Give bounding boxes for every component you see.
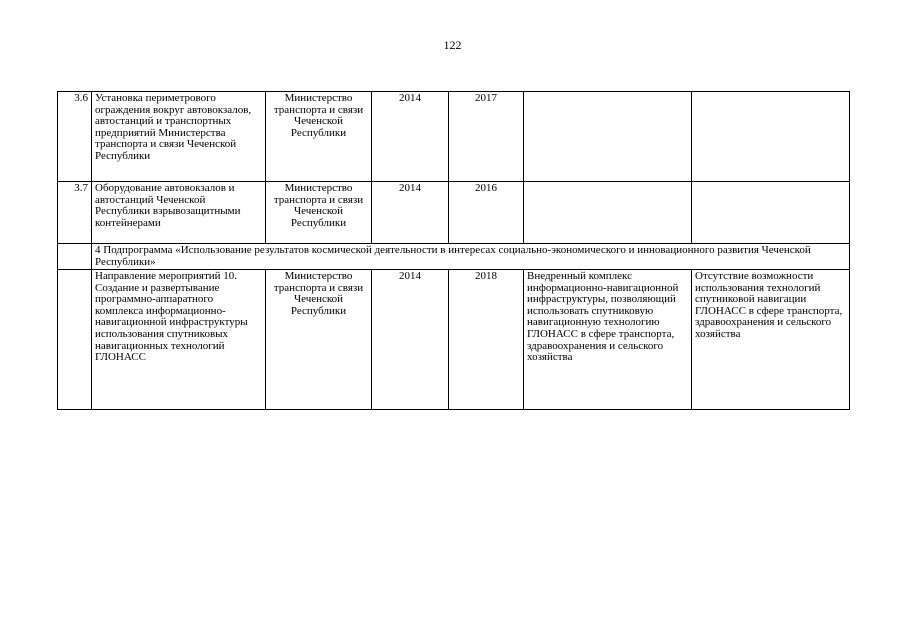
table-row	[58, 92, 850, 182]
subprogram-row	[58, 244, 850, 270]
end-year: 2016	[449, 182, 524, 244]
start-year: 2014	[372, 270, 449, 410]
table-row	[58, 182, 850, 244]
end-year: 2018	[449, 270, 524, 410]
activity-name: Оборудование автовокзалов и автостанций Чеченской Республики взрывозащитными контейнерами	[92, 182, 266, 244]
executor: Министерство транспорта и связи Чеченской Республики	[266, 182, 372, 244]
program-table	[57, 91, 850, 410]
row-number: 3.6	[58, 92, 92, 182]
expected-result	[524, 182, 692, 244]
risk-description	[692, 182, 850, 244]
start-year: 2014	[372, 92, 449, 182]
row-number: 3.7	[58, 182, 92, 244]
page-number: 122	[443, 38, 462, 52]
expected-result	[524, 92, 692, 182]
activity-name: Направление мероприятий 10. Создание и развертывание программно-аппаратного комплекса информационно-навигационной инфраструктуры использования спутниковых навигационных технологий ГЛОНАСС	[92, 270, 266, 410]
end-year: 2017	[449, 92, 524, 182]
risk-description: Отсутствие возможности использования технологий спутниковой навигации ГЛОНАСС в сфере транспорта, здравоохранения и сельского хозяйства	[692, 270, 850, 410]
activity-name: Установка периметрового ограждения вокруг автовокзалов, автостанций и транспортных предприятий Министерства транспорта и связи Чеченской Республики	[92, 92, 266, 182]
executor: Министерство транспорта и связи Чеченской Республики	[266, 92, 372, 182]
expected-result: Внедренный комплекс информационно-навигационной инфраструктуры, позволяющий использовать спутниковую навигационную технологию ГЛОНАСС в сфере транспорта, здравоохранения и сельского хозяйства	[524, 270, 692, 410]
empty-cell	[58, 244, 92, 270]
start-year: 2014	[372, 182, 449, 244]
executor: Министерство транспорта и связи Чеченской Республики	[266, 270, 372, 410]
table-row	[58, 270, 850, 410]
subprogram-title: 4 Подпрограмма «Использование результатов космической деятельности в интересах социально-экономического и инновационного развития Чеченской Республики»	[92, 244, 850, 270]
row-number	[58, 270, 92, 410]
risk-description	[692, 92, 850, 182]
